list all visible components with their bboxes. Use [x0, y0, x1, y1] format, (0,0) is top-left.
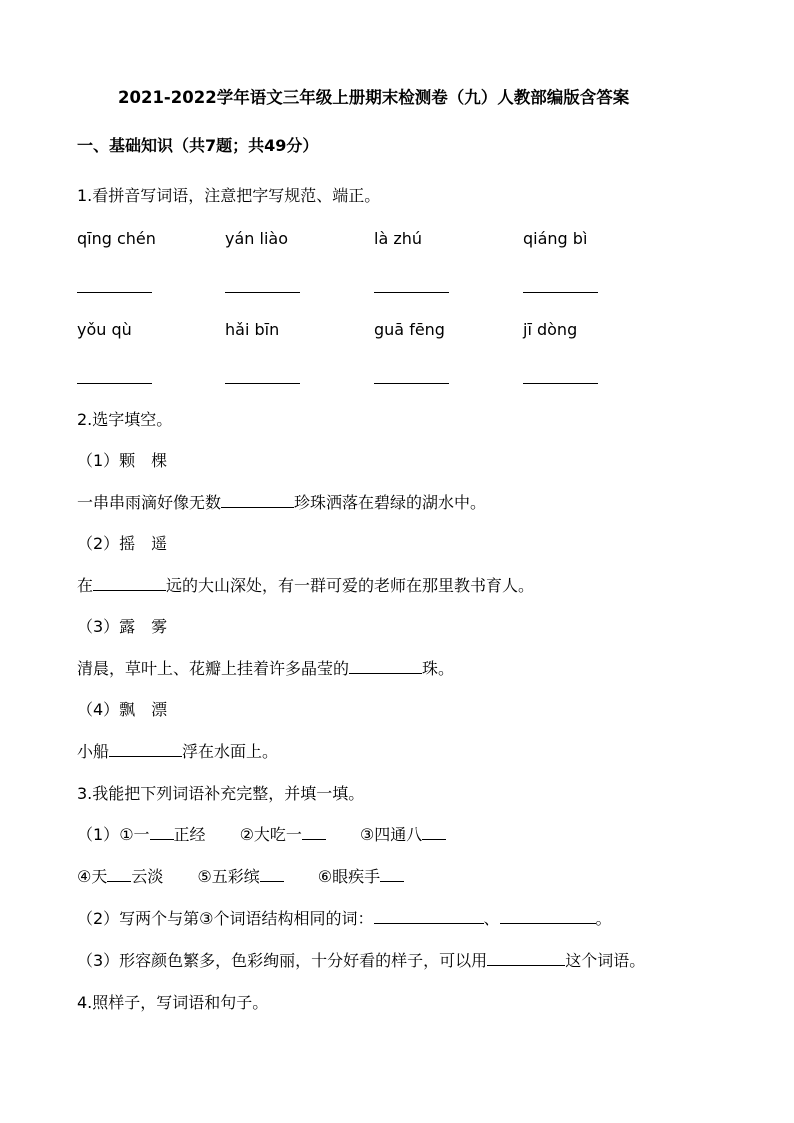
- idiom-row-2: [77, 866, 404, 888]
- idiom-part: ④天: [77, 867, 108, 886]
- idiom-part: 云淡: [131, 867, 164, 886]
- fill-blank[interactable]: [374, 908, 484, 924]
- pinyin-item: qīng chén: [77, 229, 156, 248]
- fill-blank[interactable]: [422, 824, 446, 840]
- pinyin-item: yǒu qù: [77, 320, 132, 339]
- idiom-part: ⑥眼疾手: [317, 867, 381, 886]
- question-4-stem: 4.照样子，写词语和句子。: [77, 993, 269, 1012]
- choice-options: （4）飘 漂: [77, 700, 168, 719]
- pinyin-item: qiáng bì: [523, 229, 588, 248]
- answer-line[interactable]: [225, 383, 300, 384]
- sentence-text: 、: [483, 909, 500, 928]
- fill-blank[interactable]: [487, 950, 565, 966]
- sentence-text: 远的大山深处，有一群可爱的老师在那里教书育人。: [166, 576, 535, 595]
- answer-line[interactable]: [523, 383, 598, 384]
- fill-blank[interactable]: [380, 866, 404, 882]
- fill-sentence: [77, 950, 645, 972]
- pinyin-item: yán liào: [225, 229, 288, 248]
- sentence-text: （3）形容颜色繁多，色彩绚丽，十分好看的样子，可以用: [77, 951, 488, 970]
- pinyin-item: guā fēng: [374, 320, 445, 339]
- fill-blank[interactable]: [93, 575, 166, 591]
- idiom-row-1: [77, 824, 446, 846]
- sentence-text: 珠。: [422, 659, 455, 678]
- sentence-text: 浮在水面上。: [182, 742, 279, 761]
- fill-sentence: [77, 908, 612, 930]
- question-3-stem: 3.我能把下列词语补充完整，并填一填。: [77, 784, 365, 803]
- sentence-text: 珍珠洒落在碧绿的湖水中。: [294, 493, 487, 512]
- question-1-stem: 1.看拼音写词语，注意把字写规范、端正。: [77, 186, 381, 205]
- idiom-part: ②大吃一: [239, 825, 302, 844]
- page-title: 2021-2022学年语文三年级上册期末检测卷（九）人教部编版含答案: [118, 88, 630, 107]
- fill-blank[interactable]: [109, 741, 182, 757]
- choice-options: （1）颗 棵: [77, 451, 168, 470]
- pinyin-item: hǎi bīn: [225, 320, 280, 339]
- answer-line[interactable]: [374, 383, 449, 384]
- pinyin-item: là zhú: [374, 229, 423, 248]
- sentence-text: 一串串雨滴好像无数: [77, 493, 222, 512]
- fill-blank[interactable]: [349, 658, 422, 674]
- choice-options: （3）露 雾: [77, 617, 168, 636]
- fill-sentence: [77, 575, 534, 597]
- sub-label: （1）: [77, 825, 120, 844]
- fill-sentence: [77, 741, 278, 763]
- fill-blank[interactable]: [221, 492, 294, 508]
- fill-blank[interactable]: [260, 866, 284, 882]
- sentence-text: 在: [77, 576, 94, 595]
- sentence-text: 清晨，草叶上、花瓣上挂着许多晶莹的: [77, 659, 350, 678]
- answer-line[interactable]: [225, 292, 300, 293]
- fill-sentence: [77, 492, 486, 514]
- answer-line[interactable]: [77, 292, 152, 293]
- sentence-text: 这个词语。: [565, 951, 646, 970]
- choice-options: （2）摇 遥: [77, 534, 168, 553]
- question-2-stem: 2.选字填空。: [77, 410, 173, 429]
- fill-blank[interactable]: [500, 908, 596, 924]
- fill-sentence: [77, 658, 454, 680]
- answer-line[interactable]: [77, 383, 152, 384]
- fill-blank[interactable]: [302, 824, 326, 840]
- answer-line[interactable]: [523, 292, 598, 293]
- idiom-part: ①一: [119, 825, 150, 844]
- sentence-text: 。: [595, 909, 612, 928]
- idiom-part: 正经: [173, 825, 206, 844]
- idiom-part: ⑤五彩缤: [197, 867, 260, 886]
- section-header: 一、基础知识（共7题；共49分）: [77, 136, 319, 155]
- idiom-part: ③四通八: [359, 825, 423, 844]
- sentence-text: （2）写两个与第③个词语结构相同的词：: [77, 909, 374, 928]
- fill-blank[interactable]: [107, 866, 131, 882]
- answer-line[interactable]: [374, 292, 449, 293]
- sentence-text: 小船: [77, 742, 110, 761]
- pinyin-item: jī dòng: [523, 320, 578, 339]
- fill-blank[interactable]: [150, 824, 174, 840]
